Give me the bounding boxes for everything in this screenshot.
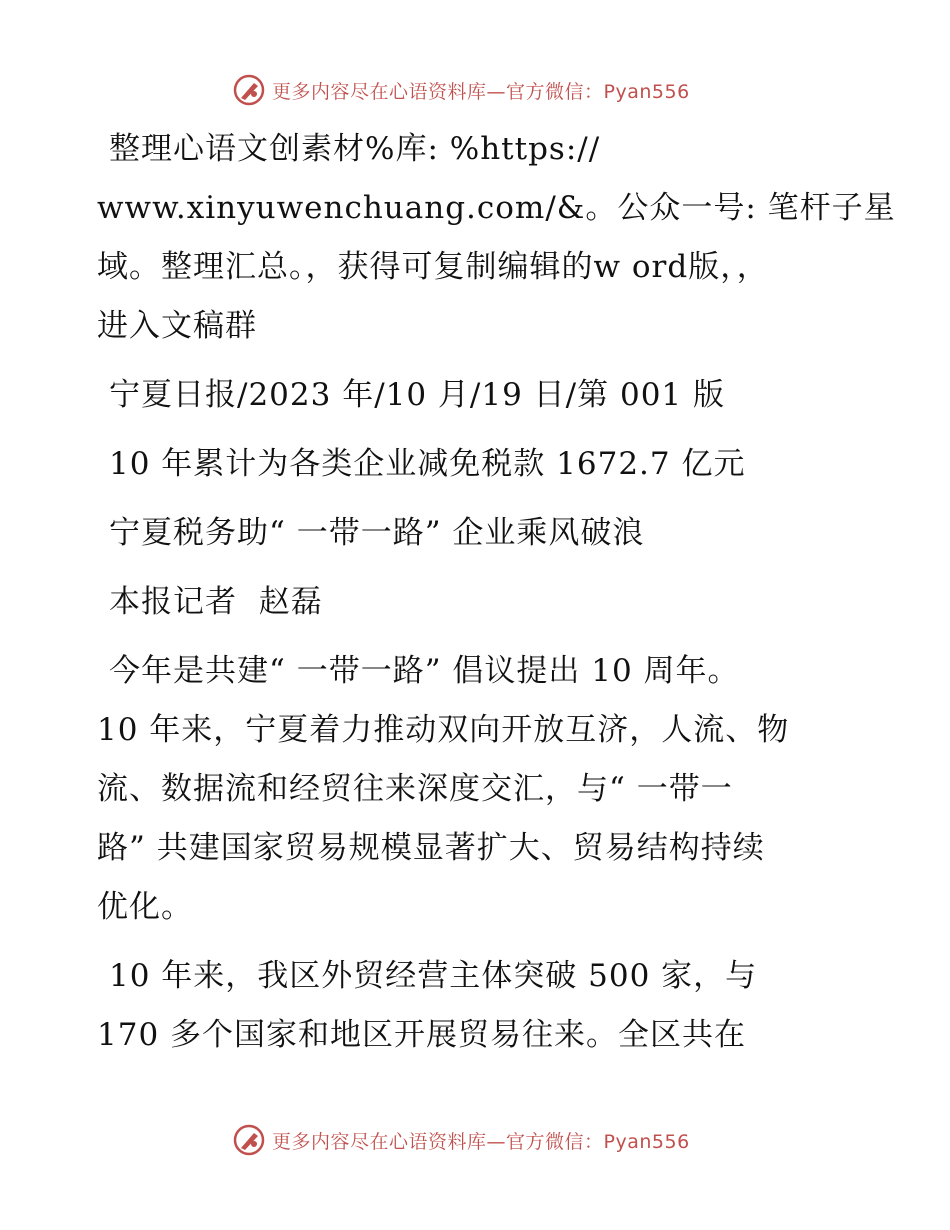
body-line: 10 年来，宁夏着力推动双向开放互济，人流、物 — [97, 712, 790, 748]
dateline: 宁夏日报/2023 年/10 月/19 日/第 001 版 — [109, 377, 726, 413]
intro-line: 整理心语文创素材%库: %https:// — [109, 131, 601, 167]
body-line: 优化。 — [97, 889, 193, 925]
body-line: 流、数据流和经贸往来深度交汇，与“ 一带一 — [97, 771, 733, 807]
header-watermark-banner — [232, 70, 690, 110]
pen-logo-icon — [232, 1123, 266, 1157]
body-line: 路” 共建国家贸易规模显著扩大、贸易结构持续 — [97, 830, 765, 866]
body-paragraph-2 — [97, 947, 857, 1065]
body-line: 10 年来，我区外贸经营主体突破 500 家，与 — [109, 958, 758, 994]
footer-watermark-banner — [232, 1120, 690, 1160]
body-paragraph-1 — [97, 642, 857, 937]
footer-watermark-text: 更多内容尽在心语资料库—官方微信：Pyan556 — [272, 1130, 690, 1153]
byline: 本报记者 赵磊 — [109, 584, 323, 620]
intro-paragraph — [97, 120, 896, 356]
document-body — [97, 120, 896, 1075]
intro-line: www.xinyuwenchuang.com/&。公众一号: 笔杆子星 — [97, 190, 896, 226]
body-line: 今年是共建“ 一带一路” 倡议提出 10 周年。 — [109, 653, 740, 689]
header-watermark-text: 更多内容尽在心语资料库—官方微信：Pyan556 — [272, 80, 690, 103]
pen-logo-icon — [232, 73, 266, 107]
intro-line: 域。整理汇总。，获得可复制编辑的w ord版，， — [97, 249, 769, 285]
body-line: 170 多个国家和地区开展贸易往来。全区共在 — [97, 1017, 747, 1053]
headline-secondary: 宁夏税务助“ 一带一路” 企业乘风破浪 — [109, 515, 645, 551]
intro-line: 进入文稿群 — [97, 308, 257, 344]
headline-primary: 10 年累计为各类企业减免税款 1672.7 亿元 — [109, 446, 746, 482]
